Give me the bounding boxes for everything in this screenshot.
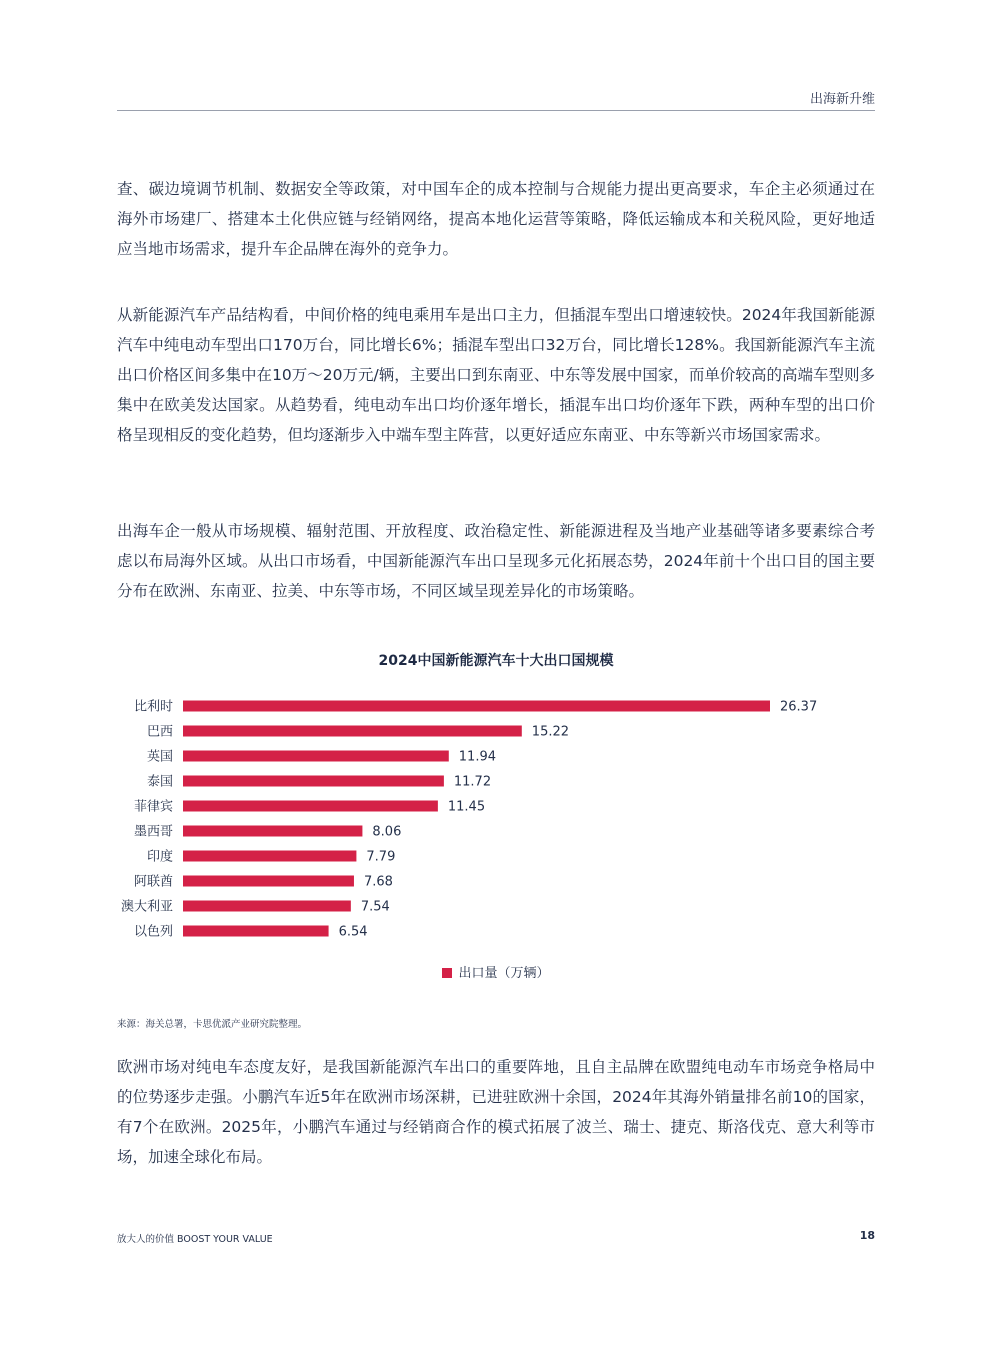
value-label: 11.94	[458, 749, 497, 765]
header-title: 出海新升维	[809, 92, 875, 107]
paragraph-1: 查、碳边境调节机制、数据安全等政策，对中国车企的成本控制与合规能力提出更高要求，车企主必须通过在海外市场建厂、搭建本土化供应链与经销网络，提高本地化运营等策略，降低运输成本和关税风险，更好地适应当地市场需求，提升车企品牌在海外的竞争力。	[117, 180, 875, 258]
value-label: 7.54	[360, 899, 390, 915]
category-label: 阿联酋	[133, 874, 173, 890]
category-label: 比利时	[133, 699, 173, 715]
chart-legend	[0, 962, 992, 981]
chart-title: 2024中国新能源汽车十大出口国规模	[378, 653, 614, 669]
value-label: 11.72	[453, 774, 492, 790]
bar	[183, 826, 362, 837]
category-label: 巴西	[146, 724, 173, 740]
bar	[183, 901, 351, 912]
category-label: 以色列	[133, 924, 173, 940]
legend-label: 出口量（万辆）	[458, 966, 550, 981]
category-label: 菲律宾	[133, 799, 173, 815]
value-label: 8.06	[372, 824, 402, 840]
value-label: 15.22	[531, 724, 570, 740]
category-label: 泰国	[146, 774, 173, 790]
header-divider	[117, 110, 875, 111]
paragraph-3: 出海车企一般从市场规模、辐射范围、开放程度、政治稳定性、新能源进程及当地产业基础等诸多要素综合考虑以布局海外区域。从出口市场看，中国新能源汽车出口呈现多元化拓展态势，2024年前十个出口目的国主要分布在欧洲、东南亚、拉美、中东等市场，不同区域呈现差异化的市场策略。	[117, 522, 875, 600]
bar	[183, 801, 438, 812]
footer-tagline: 放大人的价值 BOOST YOUR VALUE	[117, 1234, 273, 1245]
bar-chart	[0, 690, 992, 950]
value-label: 26.37	[780, 699, 818, 715]
value-label: 7.68	[363, 874, 393, 890]
value-label: 6.54	[338, 924, 368, 940]
category-label: 墨西哥	[133, 824, 173, 840]
paragraph-4: 欧洲市场对纯电车态度友好，是我国新能源汽车出口的重要阵地，且自主品牌在欧盟纯电动车市场竞争格局中的位势逐步走强。小鹏汽车近5年在欧洲市场深耕，已进驻欧洲十余国，2024年其海外销量排名前10的国家，有7个在欧洲。2025年，小鹏汽车通过与经销商合作的模式拓展了波兰、瑞士、捷克、斯洛伐克、意大利等市场，加速全球化布局。	[117, 1058, 875, 1166]
bar	[183, 701, 770, 712]
category-label: 英国	[146, 749, 173, 765]
bar	[183, 926, 329, 937]
value-label: 7.79	[366, 849, 396, 865]
bar	[183, 876, 354, 887]
page-number: 18	[859, 1229, 875, 1242]
bar	[183, 751, 449, 762]
bar	[183, 851, 356, 862]
paragraph-2: 从新能源汽车产品结构看，中间价格的纯电乘用车是出口主力，但插混车型出口增速较快。2024年我国新能源汽车中纯电动车型出口170万台，同比增长6%；插混车型出口32万台，同比增长128%。我国新能源汽车主流出口价格区间多集中在10万～20万元/辆，主要出口到东南亚、中东等发展中国家，而单价较高的高端车型则多集中在欧美发达国家。从趋势看，纯电动车出口均价逐年增长，插混车出口均价逐年下跌，两种车型的出口价格呈现相反的变化趋势，但均逐渐步入中端车型主阵营，以更好适应东南亚、中东等新兴市场国家需求。	[117, 306, 875, 444]
legend-swatch	[442, 968, 452, 978]
source-note: 来源：海关总署，卡思优派产业研究院整理。	[117, 1019, 308, 1030]
bar	[183, 776, 444, 787]
value-label: 11.45	[447, 799, 486, 815]
category-label: 澳大利亚	[120, 899, 173, 915]
category-label: 印度	[146, 849, 173, 865]
bar	[183, 726, 522, 737]
